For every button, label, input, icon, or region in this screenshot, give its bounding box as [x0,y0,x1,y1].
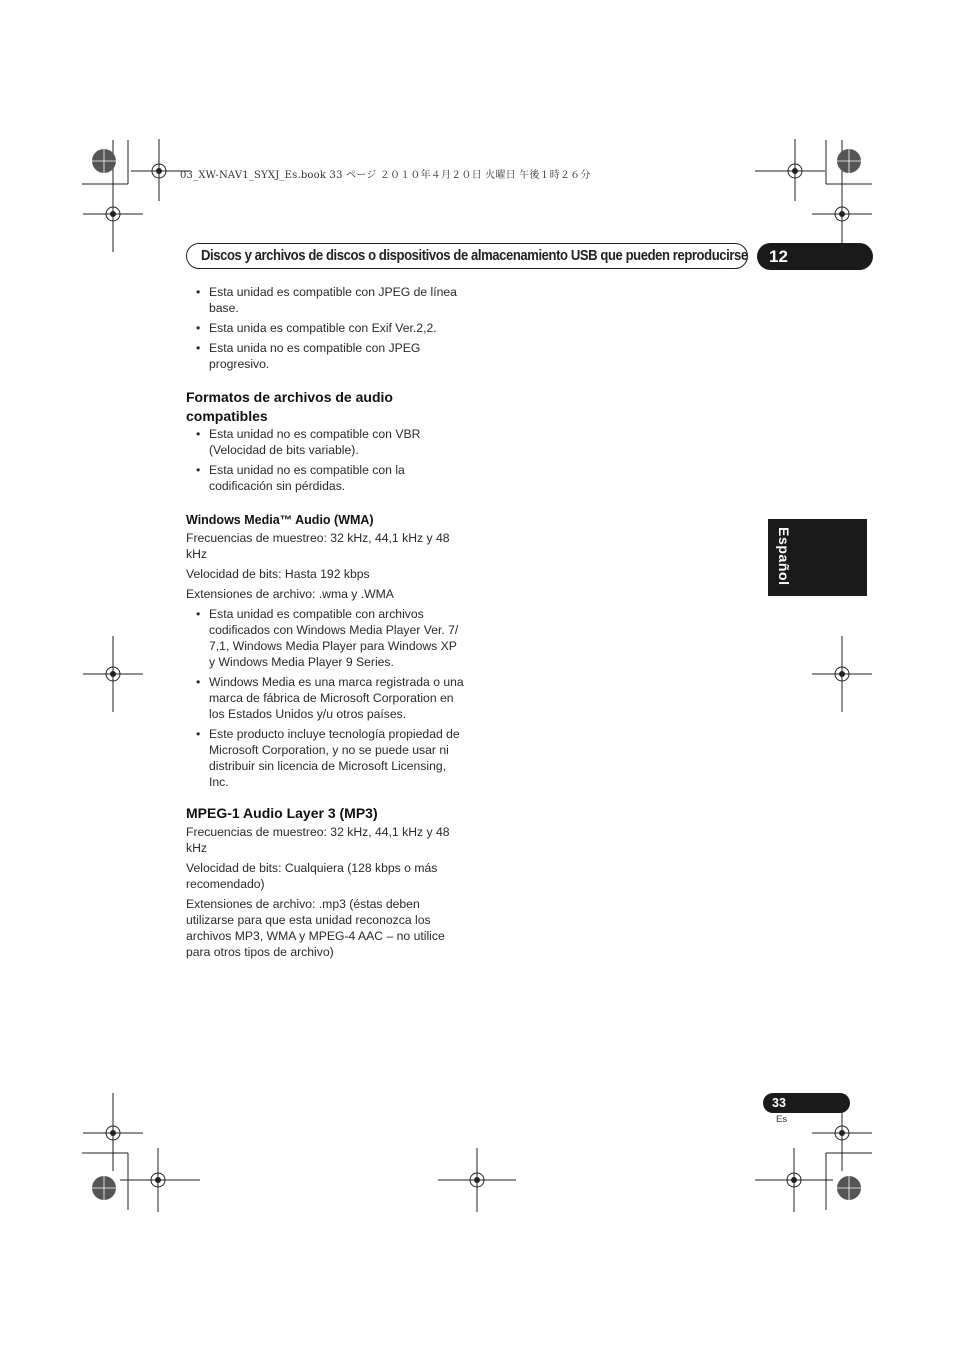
wma-extensions: Extensiones de archivo: .wma y .WMA [186,587,394,601]
list-item: • Esta unidad no es compatible con la codificación sin pérdidas. [186,462,466,494]
list-item: • Esta unida es compatible con Exif Ver.2,2. [186,320,466,336]
wma-heading: Windows Media™ Audio (WMA) [186,513,374,527]
list-item: • Este producto incluye tecnología propiedad de Microsoft Corporation, y no se puede usar ni distribuir sin licencia de Microsoft Licensing, Inc. [186,726,466,790]
mp3-heading: MPEG-1 Audio Layer 3 (MP3) [186,805,378,821]
page-number: 33 [763,1093,850,1113]
page-language-code: Es [776,1114,788,1125]
mp3-sampling: Frecuencias de muestreo: 32 kHz, 44,1 kHz y 48 kHz [186,825,450,855]
chapter-title: Discos y archivos de discos o dispositivos de almacenamiento USB que pueden reproducirse [201,248,748,264]
list-item: • Esta unidad es compatible con archivos codificados con Windows Media Player Ver. 7/ 7,1, Windows Media Player para Windows XP y Windows Media Player 9 Series. [186,606,466,670]
mp3-extensions: Extensiones de archivo: .mp3 (éstas deben utilizarse para que esta unidad reconozca los archivos MP3, WMA y MPEG-4 AAC – no utilice para otros tipos de archivo) [186,897,445,959]
chapter-number: 12 [757,243,873,270]
wma-bitrate: Velocidad de bits: Hasta 192 kbps [186,567,370,581]
language-tab-label: Español [776,527,792,586]
audio-formats-heading: Formatos de archivos de audio compatibles [186,389,393,424]
print-header: 03_XW-NAV1_SYXJ_Es.book 33 ページ ２０１０年４月２０日 火曜日 午後１時２６分 [180,170,591,181]
list-item: • Esta unidad no es compatible con VBR (Velocidad de bits variable). [186,426,466,458]
wma-sampling: Frecuencias de muestreo: 32 kHz, 44,1 kHz y 48 kHz [186,531,450,561]
list-item: • Esta unidad es compatible con JPEG de línea base. [186,284,466,316]
list-item: • Windows Media es una marca registrada o una marca de fábrica de Microsoft Corporation en los Estados Unidos y/u otros países. [186,674,466,722]
list-item: • Esta unida no es compatible con JPEG progresivo. [186,340,466,372]
mp3-bitrate: Velocidad de bits: Cualquiera (128 kbps o más recomendado) [186,861,438,891]
